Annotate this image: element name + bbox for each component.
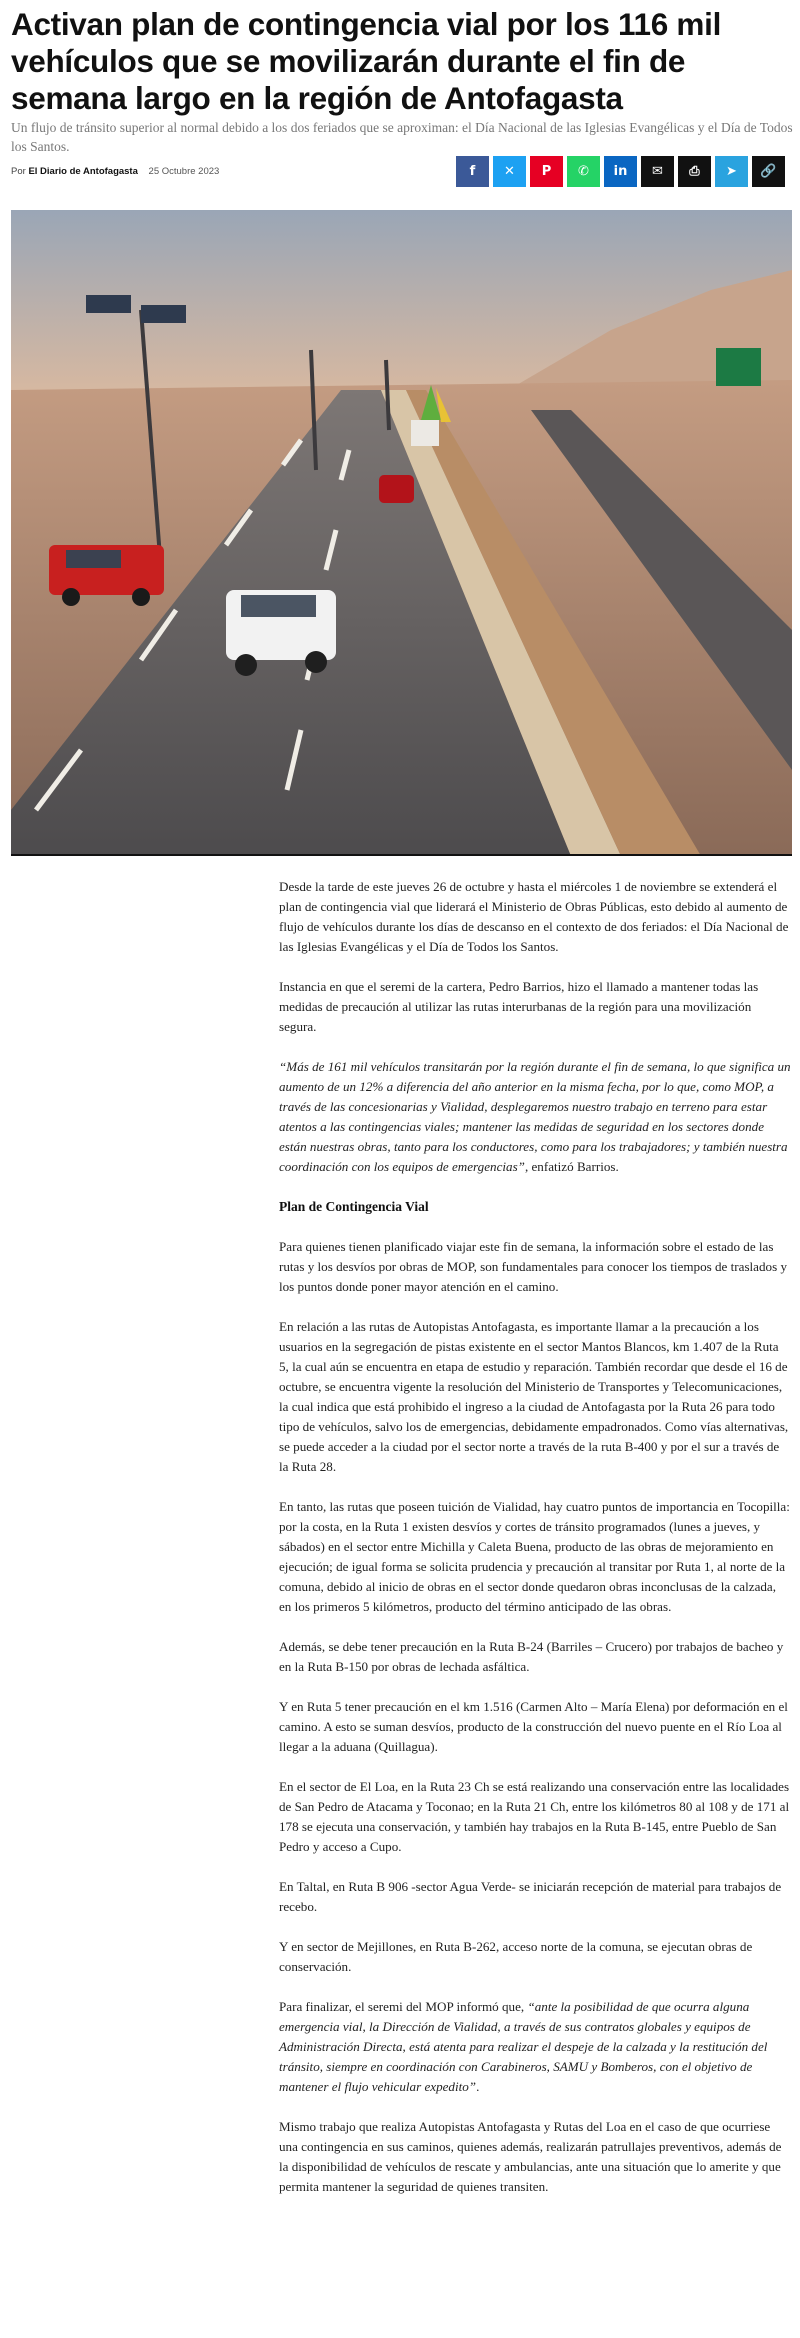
lead-text: Para finalizar, el seremi del MOP informó que, [279,1999,528,2014]
article-body [279,877,791,2217]
paragraph: En Taltal, en Ruta B 906 -sector Agua Verde- se iniciarán recepción de material para trabajos de recebo. [279,1879,782,1914]
share-bar [456,156,785,187]
quote-attribution: , enfatizó Barrios. [524,1159,619,1174]
paragraph: En relación a las rutas de Autopistas Antofagasta, es importante llamar a la precaución a los usuarios en la segregación de pistas existente en el sector Mantos Blancos, km 1.407 de la Ruta 5, la cual aún se encuentra en etapa de estudio y reparación. También recordar que desde el 16 de octubre, se encuentra vigente la resolución del Ministerio de Transportes y Telecomunicaciones, la cual indica que está prohibido el ingreso a la ciudad de Antofagasta por la Ruta 26 para todo tipo de vehículos, salvo los de emergencias, debidamente empadronados. Como vías alternativas, se puede acceder a la ciudad por el sector norte a través de la ruta B-400 y por el sur a través de la Ruta 28. [279,1319,789,1474]
red-car [379,475,414,503]
share-whatsapp-button[interactable] [567,156,600,187]
paragraph: En tanto, las rutas que poseen tuición de Vialidad, hay cuatro puntos de importancia en Tocopilla: por la costa, en la Ruta 1 existen desvíos y cortes de tránsito programados (lunes a jueves, y sábados) en el sector entre Michilla y Caleta Buena, producto de las obras de mejoramiento en ejecución; de igual forma se solicita prudencia y precaución al transitar por Ruta 1, al norte de la comuna, debido al inicio de obras en el sector donde quedaron obras inconclusas de la calzada, en los primeros 5 kilómetros, producto del término anticipado de las obras. [279,1499,790,1614]
facebook-icon: f [469,164,476,179]
email-icon: ✉ [652,164,663,179]
byline [11,166,219,177]
paragraph: Y en Ruta 5 tener precaución en el km 1.516 (Carmen Alto – María Elena) por deformación en el camino. A esto se suman desvíos, producto de la construcción del nuevo puente en el Río Loa al llegar a la aduana (Quillagua). [279,1699,788,1754]
linkedin-icon: in [613,164,628,179]
road-sign [716,348,761,386]
quote-text: “Más de 161 mil vehículos transitarán por la región durante el fin de semana, lo que significa un aumento de un 12% a diferencia del año anterior en la misma fecha, por lo que, como MOP, a través de las concesionarias y Vialidad, desplegaremos nuestro trabajo en terreno para estar atentos a las contingencias viales; mantener las medidas de seguridad en los sectores donde están nuestras obras, tanto para los conductores, como para los trabajadores; y también nuestra coordinación con los equipos de emergencias” [279,1059,791,1174]
subheadline: Un flujo de tránsito superior al normal debido a los dos feriados que se aproximan: el Día Nacional de las Iglesias Evangélicas y el Día de Todos los Santos. [11,120,793,154]
hero-image [11,210,792,856]
quote-text: “ante la posibilidad de que ocurra alguna emergencia vial, la Dirección de Vialidad, a través de sus contratos globales y equipos de Administración Directa, está atenta para realizar el despeje de la calzada y la restitución del tránsito, siempre en coordinación con Carabineros, SAMU y Bomberos, con el objetivo de mantener el flujo vehicular expedito” [279,1999,768,2094]
whatsapp-icon: ✆ [578,164,589,179]
paragraph: Mismo trabajo que realiza Autopistas Antofagasta y Rutas del Loa en el caso de que ocurriese una contingencia en sus caminos, quienes además, realizarán patrullajes preventivos, además de la disponibilidad de vehículos de rescate y ambulancias, ante una situación que lo amerite y que permita mantener la seguridad de quienes transiten. [279,2119,782,2194]
copy-link-icon: 🔗 [760,164,777,179]
paragraph: Instancia en que el seremi de la cartera, Pedro Barrios, hizo el llamado a mantener todas las medidas de precaución al utilizar las rutas interurbanas de la región para una movilización segura. [279,979,759,1034]
author-link[interactable]: El Diario de Antofagasta [28,166,138,177]
paragraph: Y en sector de Mejillones, en Ruta B-262, acceso norte de la comuna, se ejecutan obras de conservación. [279,1939,753,1974]
telegram-icon: ➤ [726,164,737,179]
share-telegram-button[interactable] [715,156,748,187]
quote-paragraph [279,1057,791,1177]
highway-photo [11,210,792,856]
share-x-button[interactable] [493,156,526,187]
section-heading: Plan de Contingencia Vial [279,1199,429,1214]
solar-panel [86,295,131,313]
paragraph-end: . [476,2079,480,2094]
pinterest-icon: P [541,164,552,179]
share-print-button[interactable] [678,156,711,187]
x-twitter-icon: ✕ [504,164,515,179]
paragraph: En el sector de El Loa, en la Ruta 23 Ch se está realizando una conservación entre las localidades de San Pedro de Atacama y Toconao; en la Ruta 21 Ch, entre los kilómetros 80 al 108 y de 171 al 178 se ejecuta una conservación, y también hay trabajos en la Ruta B-145, entre Pueblo de San Pedro y acceso a Cupo. [279,1779,790,1854]
share-facebook-button[interactable] [456,156,489,187]
white-bus [411,420,439,446]
byline-prefix: Por [11,166,26,177]
paragraph [279,1997,791,2097]
share-pinterest-button[interactable] [530,156,563,187]
share-email-button[interactable] [641,156,674,187]
headline: Activan plan de contingencia vial por los 116 mil vehículos que se movilizarán durante el fin de semana largo en la región de Antofagasta [11,6,722,116]
copy-link-button[interactable] [752,156,785,187]
publish-date: 25 Octubre 2023 [148,166,220,177]
share-linkedin-button[interactable] [604,156,637,187]
paragraph: Para quienes tienen planificado viajar este fin de semana, la información sobre el estado de las rutas y los desvíos por obras de MOP, son fundamentales para conocer los tiempos de traslados y los puntos donde poner mayor atención en el camino. [279,1239,788,1294]
print-icon: ⎙ [689,164,700,179]
paragraph: Además, se debe tener precaución en la Ruta B-24 (Barriles – Crucero) por trabajos de bacheo y en la Ruta B-150 por obras de lechada asfáltica. [279,1639,784,1674]
paragraph: Desde la tarde de este jueves 26 de octubre y hasta el miércoles 1 de noviembre se extenderá el plan de contingencia vial que liderará el Ministerio de Obras Públicas, esto debido al aumento de flujo de vehículos durante los días de descanso en el contexto de dos feriados: el Día Nacional de las Iglesias Evangélicas y el Día de Todos los Santos. [279,879,789,954]
solar-panel [141,305,186,323]
